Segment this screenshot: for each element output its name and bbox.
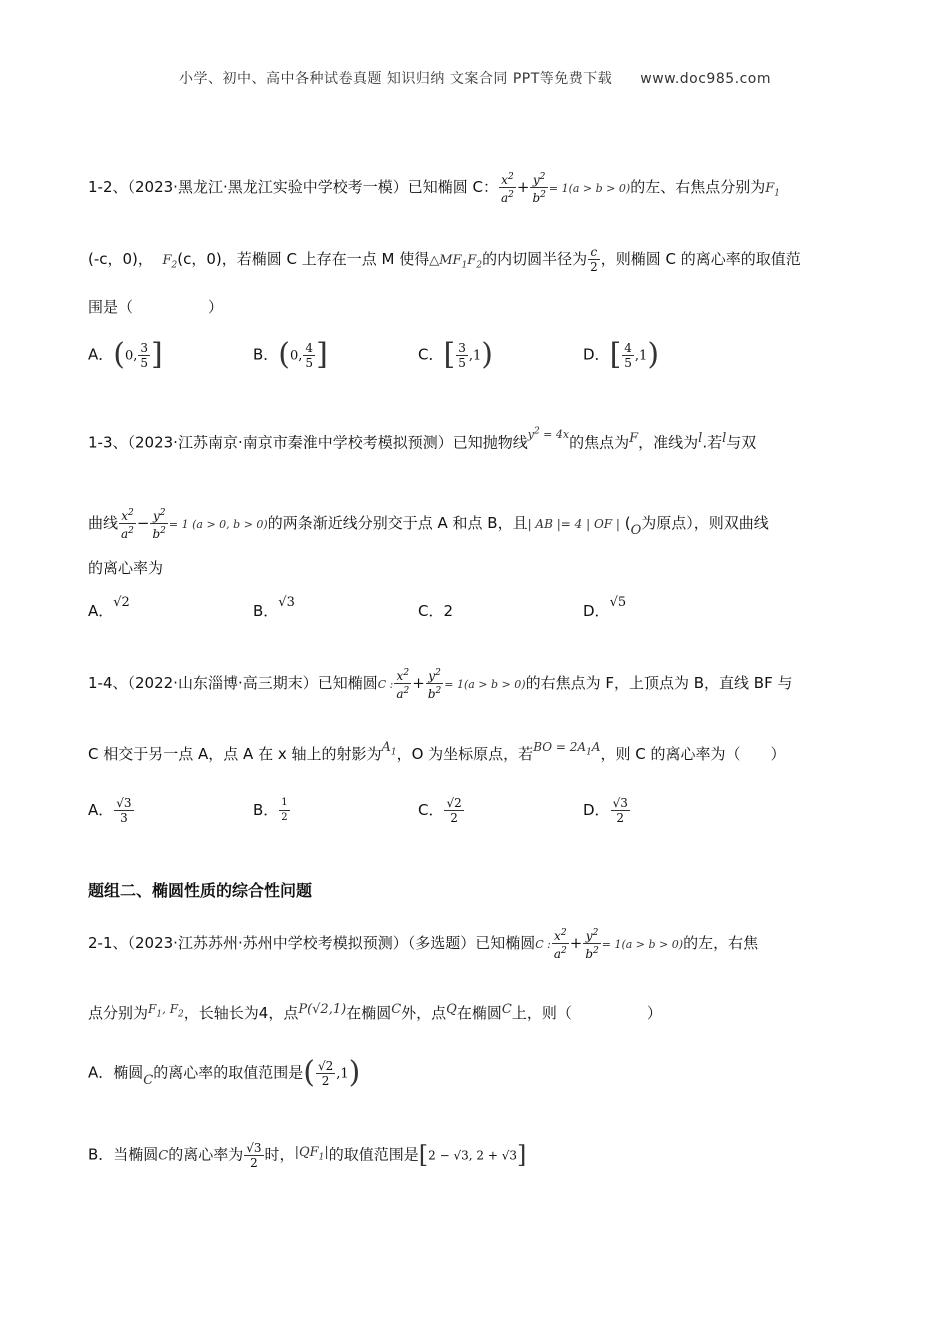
question-source: （2023·江苏南京·南京市秦淮中学校考模拟预测） xyxy=(127,433,453,452)
text: 已知椭圆 C： xyxy=(407,178,498,196)
q2-1-line1: 2-1、（2023·江苏苏州·苏州中学校考模拟预测）（多选题）已知椭圆C : $\frac{x^2}{a^2}$ + $\frac{y^2}{b^2}$ = 1(a > b > 0)的左，右焦 xyxy=(88,928,759,961)
text: 在椭圆 xyxy=(456,1004,502,1022)
option-label: C．2 xyxy=(418,602,454,620)
q1-3-option-a[interactable]: A．√2 xyxy=(88,595,130,620)
header-text: 小学、初中、高中各种试卷真题 知识归纳 文案合同 PPT等免费下载 xyxy=(178,71,613,87)
formula: $\frac{y^2}{b^2}$ xyxy=(585,928,599,961)
text: ，准线为 xyxy=(638,433,699,452)
q1-2-line1: 1-2、（2023·黑龙江·黑龙江实验中学校考一模）已知椭圆 C： $\frac{x^2}{a^2}$ + $\frac{y^2}{b^2}$ = 1(a > b > 0)的左、右焦点分别为$F_1$ xyxy=(88,172,780,205)
text: 时， xyxy=(264,1145,295,1164)
text: ，长轴长为4，点 xyxy=(183,1004,299,1022)
option-label: D． xyxy=(583,345,610,364)
option-label: B． xyxy=(253,801,279,819)
text: 已知抛物线 xyxy=(452,433,528,452)
option-label: A． xyxy=(88,801,114,819)
formula: $\frac{x^2}{a^2}$ xyxy=(396,668,410,701)
question-source: （2022·山东淄博·高三期末） xyxy=(127,674,318,692)
text: 与双 xyxy=(726,433,757,452)
q2-1-option-b[interactable]: B．当椭圆C的离心率为 $\frac{√3}{2}$ 时，$|QF_1|$的取值范围是[2 − √3, 2 + √3] xyxy=(88,1140,527,1170)
q1-2-option-a[interactable]: A．(0, $\frac{3}{5}$ ] xyxy=(88,337,163,372)
text: 的取值范围是 xyxy=(328,1145,419,1164)
option-label: A． xyxy=(88,345,114,364)
section-heading: 题组二、椭圆性质的综合性问题 xyxy=(88,881,313,900)
question-number: 2-1、 xyxy=(88,934,128,952)
text: 的内切圆半径为 xyxy=(482,250,588,268)
text: 的离心率的取值范围是 xyxy=(153,1063,304,1082)
q1-2-line3: 围是（ ） xyxy=(88,298,224,316)
option-label: B． xyxy=(253,602,279,620)
option-label: C． xyxy=(418,801,444,819)
question-number: 1-2、 xyxy=(88,178,128,196)
q1-4-line2: C 相交于另一点 A，点 A 在 x 轴上的射影为$A_1$，O 为坐标原点，若$^{BO = 2A_1A}$，则 C 的离心率为（ ） xyxy=(88,740,786,763)
formula: $\frac{y^2}{b^2}$ xyxy=(152,508,166,541)
text: 的右焦点为 F，上顶点为 B，直线 BF 与 xyxy=(525,674,793,692)
formula: $\frac{x^2}{a^2}$ xyxy=(500,172,514,205)
option-label: C． xyxy=(418,345,444,364)
text: 外，点 xyxy=(401,1004,447,1022)
q1-3-option-c[interactable] xyxy=(418,600,453,621)
header-url[interactable]: www.doc985.com xyxy=(640,71,772,87)
q1-3-line3: 的离心率为 xyxy=(88,559,164,577)
text: 的两条渐近线分别交于点 A 和点 B，且 xyxy=(267,514,528,532)
text: 点分别为 xyxy=(88,1004,149,1022)
text: 已知椭圆 xyxy=(317,674,378,692)
q1-4-line1: 1-4、（2022·山东淄博·高三期末）已知椭圆C : $\frac{x^2}{a^2}$ + $\frac{y^2}{b^2}$ = 1(a > b > 0)的右焦点为 F，上顶点为 B，直线 BF 与 xyxy=(88,668,793,701)
text: 的左、右焦点分别为 xyxy=(630,178,766,196)
text: C 相交于另一点 A，点 A 在 x 轴上的射影为 xyxy=(88,745,382,763)
question-source: （2023·黑龙江·黑龙江实验中学校考一模） xyxy=(127,178,408,196)
q1-3-line1: 1-3、（2023·江苏南京·南京市秦淮中学校考模拟预测）已知抛物线$^{y^2 = 4x}$的焦点为F，准线为l.若l与双 xyxy=(88,426,757,452)
formula: $\frac{c}{2}$ xyxy=(590,245,598,274)
q1-3-line2: 曲线 $\frac{x^2}{a^2}$ − $\frac{y^2}{b^2}$ = 1 (a > 0, b > 0)的两条渐近线分别交于点 A 和点 B，且| AB |= 4 | OF | (O为原点），则双曲线 xyxy=(88,508,769,541)
text: A．椭圆 xyxy=(88,1063,144,1082)
text: .若 xyxy=(702,433,723,452)
formula: $\frac{x^2}{a^2}$ xyxy=(553,928,567,961)
page-header xyxy=(0,68,950,88)
text: 的离心率为 xyxy=(168,1145,244,1164)
text: B．当椭圆 xyxy=(88,1145,159,1164)
q2-1-line2: 点分别为$^{F_1, F_2}$，长轴长为4，点P(√2,1)在椭圆C外，点Q在椭圆C上，则（ ） xyxy=(88,1002,662,1022)
text: (c，0)，若椭圆 C 上存在一点 M 使得 xyxy=(177,250,430,268)
q1-4-option-b[interactable]: B． $\frac{1}{2}$ xyxy=(253,797,288,823)
q1-4-option-c[interactable]: C． $\frac{√2}{2}$ xyxy=(418,796,462,825)
text: 为原点），则双曲线 xyxy=(641,514,769,532)
option-label: B． xyxy=(253,345,279,364)
question-number: 1-4、 xyxy=(88,674,128,692)
q1-2-line2: (-c，0)， $F_2(c$，0)，若椭圆 C 上存在一点 M 使得$\triangle MF_1F_2$的内切圆半径为 $\frac{c}{2}$ ，则椭圆 C 的离心率的取值范 xyxy=(88,245,801,274)
text: ，O 为坐标原点，若 xyxy=(396,745,534,763)
q1-4-option-d[interactable]: D． $\frac{√3}{2}$ xyxy=(583,796,628,825)
text: 的焦点为 xyxy=(569,433,630,452)
text: 已知椭圆 xyxy=(475,934,536,952)
text: 在椭圆 xyxy=(346,1004,392,1022)
text: 曲线 xyxy=(88,514,119,532)
q1-2-option-c[interactable]: C．[ $\frac{3}{5}$ ,1) xyxy=(418,337,493,372)
option-label: D． xyxy=(583,602,610,620)
option-label: D． xyxy=(583,801,610,819)
option-label: A． xyxy=(88,602,114,620)
q1-2-option-b[interactable]: B．(0, $\frac{4}{5}$ ] xyxy=(253,337,328,372)
text: 上，则（ ） xyxy=(511,1004,662,1022)
q1-2-option-d[interactable]: D．[ $\frac{4}{5}$ ,1) xyxy=(583,337,660,372)
formula: $\frac{y^2}{b^2}$ xyxy=(532,172,546,205)
question-number: 1-3、 xyxy=(88,433,128,452)
q2-1-option-a[interactable]: A．椭圆C的离心率的取值范围是( $\frac{√2}{2}$ ,1) xyxy=(88,1055,361,1090)
q1-3-option-b[interactable]: B．√3 xyxy=(253,595,295,620)
question-source: （2023·江苏苏州·苏州中学校考模拟预测）（多选题） xyxy=(127,934,476,952)
text: ，则 C 的离心率为（ ） xyxy=(600,745,786,763)
formula: $\frac{x^2}{a^2}$ xyxy=(121,508,134,541)
text: ，则椭圆 C 的离心率的取值范 xyxy=(600,250,801,268)
text: (-c，0)， xyxy=(88,250,153,268)
q1-4-option-a[interactable]: A． $\frac{√3}{3}$ xyxy=(88,796,132,825)
formula: $\frac{y^2}{b^2}$ xyxy=(427,668,442,701)
q1-3-option-d[interactable]: D．√5 xyxy=(583,595,627,620)
text: 的左，右焦 xyxy=(683,934,759,952)
